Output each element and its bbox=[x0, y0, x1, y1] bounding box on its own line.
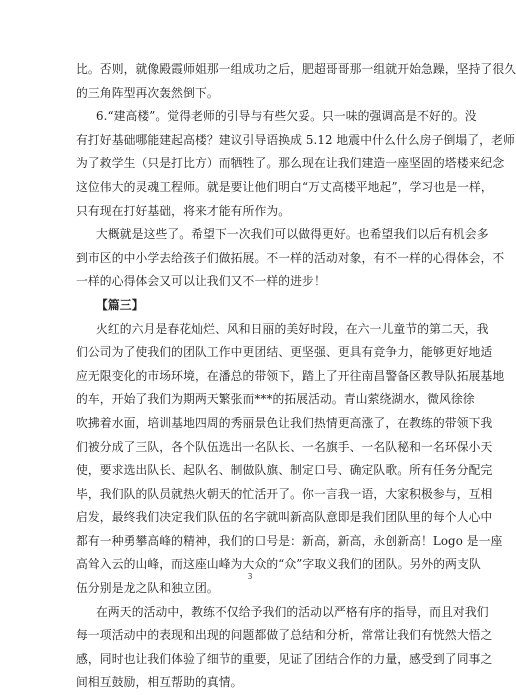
text-line: 只有现在打好基础，将来才能有所作为。 bbox=[76, 203, 291, 218]
document-body bbox=[76, 58, 516, 695]
text-line: 吹拂着水面，培训基地四周的秀丽景色让我们热情更高涨了，在教练的带领下我 bbox=[76, 415, 493, 430]
paragraph bbox=[76, 318, 505, 601]
text-line: 6.“建高楼”。觉得老师的引导与有些欠妥。只一味的强调高是不好的。没 bbox=[96, 109, 477, 124]
text-line: 到市区的中小学去给孩子们做拓展。不一样的活动对象，有不一样的心得体会，不 bbox=[76, 250, 505, 265]
text-line: 高耸入云的山峰，而这座山峰为大众的“众”字取义我们的团队。另外的两支队 bbox=[76, 557, 481, 572]
paragraph bbox=[76, 105, 515, 223]
section-heading bbox=[76, 294, 432, 318]
text-line: 比。否则，就像殿霞师姐那一组成功之后，肥超哥哥那一组就开始急躁，坚持了很久 bbox=[76, 62, 516, 76]
paragraph bbox=[76, 601, 493, 695]
text-line: 这位伟大的灵魂工程师。就是要让他们明白“万丈高楼平地起”，学习也是一样， bbox=[76, 179, 493, 194]
text-line: 毕，我们队的队员就热火朝天的忙活开了。你一言我一语，大家积极参与，互相 bbox=[76, 486, 493, 501]
text-line: 【篇三】 bbox=[96, 297, 144, 312]
text-line: 的三角阵型再次轰然倒下。 bbox=[76, 85, 219, 100]
text-line: 感，同时也让我们体验了细节的重要，见证了团结合作的力量，感受到了同事之 bbox=[76, 651, 493, 666]
text-line: 在两天的活动中，教练不仅给予我们的活动以严格有序的指导，而且对我们 bbox=[96, 604, 489, 619]
text-line: 应无限变化的市场环境，在潘总的带领下，踏上了开往南昌警备区教导队拓展基地 bbox=[76, 368, 505, 383]
text-line: 启发，最终我们决定我们队伍的名字就叫新高队意即是我们团队里的每个人心中 bbox=[76, 510, 493, 525]
text-line: 的车，开始了我们为期两天繁张而***的拓展活动。青山萦绕湖水，微风徐徐 bbox=[76, 392, 475, 407]
page-number: 3 bbox=[247, 572, 253, 581]
text-line: 每一项活动中的表现和出现的问题都做了总结和分析，常常让我们有恍然大悟之 bbox=[76, 628, 493, 643]
text-line: 们被分成了三队，各个队伍选出一名队长、一名旗手、一名队秘和一名环保小天 bbox=[76, 439, 493, 454]
paragraph bbox=[76, 58, 516, 105]
text-line: 们公司为了使我们的团队工作中更团结、更坚强、更具有竞争力，能够更好地适 bbox=[76, 345, 493, 360]
text-line: 有打好基础哪能建起高楼？建议引导语换成 5.12 地震中什么什么房子倒塌了，老师 bbox=[76, 132, 515, 147]
text-line: 火红的六月是春花灿烂、风和日丽的美好时段，在六一儿童节的第二天，我 bbox=[96, 321, 489, 336]
text-line: 一样的心得体会又可以让我们又不一样的进步！ bbox=[76, 274, 326, 289]
text-line: 为了救学生（只是打比方）而牺牲了。那么现在让我们建造一座坚固的塔楼来纪念 bbox=[76, 156, 505, 171]
text-line: 大概就是这些了。希望下一次我们可以做得更好。也希望我们以后有机会多 bbox=[96, 227, 489, 242]
text-line: 都有一种勇攀高峰的精神，我们的口号是：新高，新高，永创新高！Logo 是一座 bbox=[76, 533, 503, 548]
paragraph bbox=[76, 223, 505, 294]
text-line: 间相互鼓励，相互帮助的真情。 bbox=[76, 675, 243, 690]
text-line: 伍分别是龙之队和独立团。 bbox=[76, 581, 219, 596]
text-line: 使，要求选出队长、起队名、制做队旗、制定口号、确定队歌。所有任务分配完 bbox=[76, 463, 493, 478]
